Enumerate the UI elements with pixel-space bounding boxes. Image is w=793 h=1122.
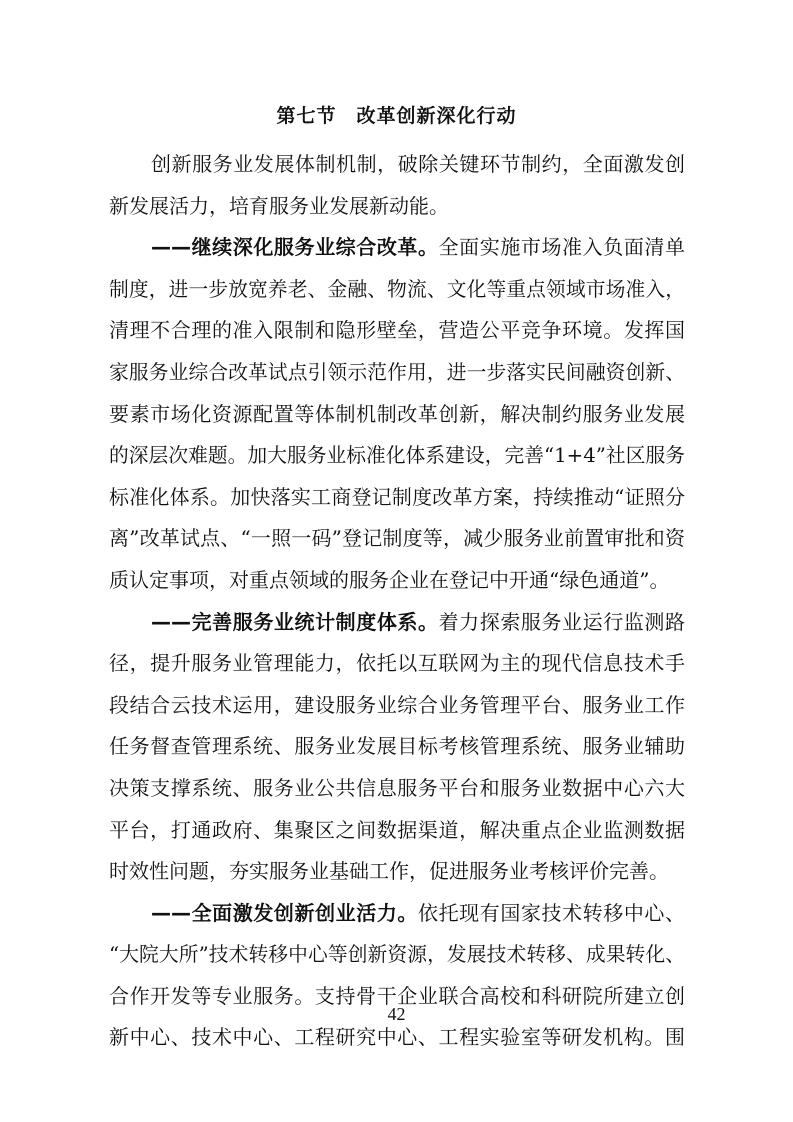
paragraph-line — [109, 352, 685, 394]
paragraph-line — [109, 186, 685, 228]
line-text: 新中心、技术中心、工程研究中心、工程实验室等研发机构。围 — [109, 1025, 685, 1050]
paragraph-line — [109, 310, 685, 352]
line-text: 家服务业综合改革试点引领示范作用，进一步落实民间融资创新、 — [109, 360, 685, 384]
paragraph-lead-heading: ——继续深化服务业综合改革。 — [151, 235, 439, 260]
paragraph-line — [109, 269, 685, 311]
paragraph-line — [109, 602, 685, 644]
section-title: 第七节 改革创新深化行动 — [276, 105, 517, 127]
paragraph-line — [109, 893, 685, 935]
paragraph-line — [109, 227, 685, 269]
page-number: 42 — [387, 1004, 406, 1024]
paragraph-lead-heading: ——全面激发创新创业活力。 — [151, 900, 418, 925]
line-text: 的深层次难题。加大服务业标准化体系建设，完善“1+4”社区服务 — [109, 444, 685, 468]
line-text: 质认定事项，对重点领域的服务企业在登记中开通“绿色通道”。 — [109, 567, 670, 592]
line-text: 清理不合理的准入限制和隐形壁垒，营造公平竞争环境。发挥国 — [109, 318, 685, 343]
paragraph-line — [109, 726, 685, 768]
line-text: 决策支撑系统、服务业公共信息服务平台和服务业数据中心六大 — [109, 775, 685, 800]
line-text: 要素市场化资源配置等体制机制改革创新，解决制约服务业发展 — [109, 401, 685, 426]
paragraph-line — [109, 768, 685, 810]
line-text: 全面实施市场准入负面清单 — [438, 235, 686, 260]
line-text: 任务督查管理系统、服务业发展目标考核管理系统、服务业辅助 — [109, 734, 685, 759]
line-text: 合作开发等专业服务。支持骨干企业联合高校和科研院所建立创 — [109, 983, 685, 1008]
line-text: 标准化体系。加快落实工商登记制度改革方案，持续推动“证照分 — [109, 484, 685, 509]
paragraph-line — [109, 477, 685, 519]
line-text: 离”改革试点、“一照一码”登记制度等，减少服务业前置审批和资 — [109, 526, 685, 551]
line-text: 新发展活力，培育服务业发展新动能。 — [109, 193, 449, 218]
paragraph-line — [109, 643, 685, 685]
line-text: 制度，进一步放宽养老、金融、物流、文化等重点领域市场准入， — [109, 277, 685, 301]
paragraph-line — [109, 144, 685, 186]
paragraph-line — [109, 435, 685, 477]
paragraph-line — [109, 560, 685, 602]
line-text: 径，提升服务业管理能力，依托以互联网为主的现代信息技术手 — [109, 651, 685, 676]
line-text: “大院大所”技术转移中心等创新资源，发展技术转移、成果转化、 — [109, 943, 685, 967]
paragraph-line — [109, 934, 685, 976]
body-text — [109, 144, 685, 1059]
paragraph-lead-heading: ——完善服务业统计制度体系。 — [151, 609, 439, 634]
paragraph-line — [109, 851, 685, 893]
line-text: 时效性问题，夯实服务业基础工作，促进服务业考核评价完善。 — [109, 859, 669, 884]
line-text: 平台，打通政府、集聚区之间数据渠道，解决重点企业监测数据 — [109, 817, 685, 842]
paragraph-line — [109, 394, 685, 436]
paragraph-line — [109, 518, 685, 560]
paragraph-line — [109, 685, 685, 727]
paragraph-line — [109, 810, 685, 852]
line-text: 创新服务业发展体制机制，破除关键环节制约，全面激发创 — [151, 152, 685, 176]
line-text: 段结合云技术运用，建设服务业综合业务管理平台、服务业工作 — [109, 692, 685, 717]
line-text: 着力探索服务业运行监测路 — [438, 609, 686, 634]
line-text: 依托现有国家技术转移中心、 — [418, 900, 685, 925]
